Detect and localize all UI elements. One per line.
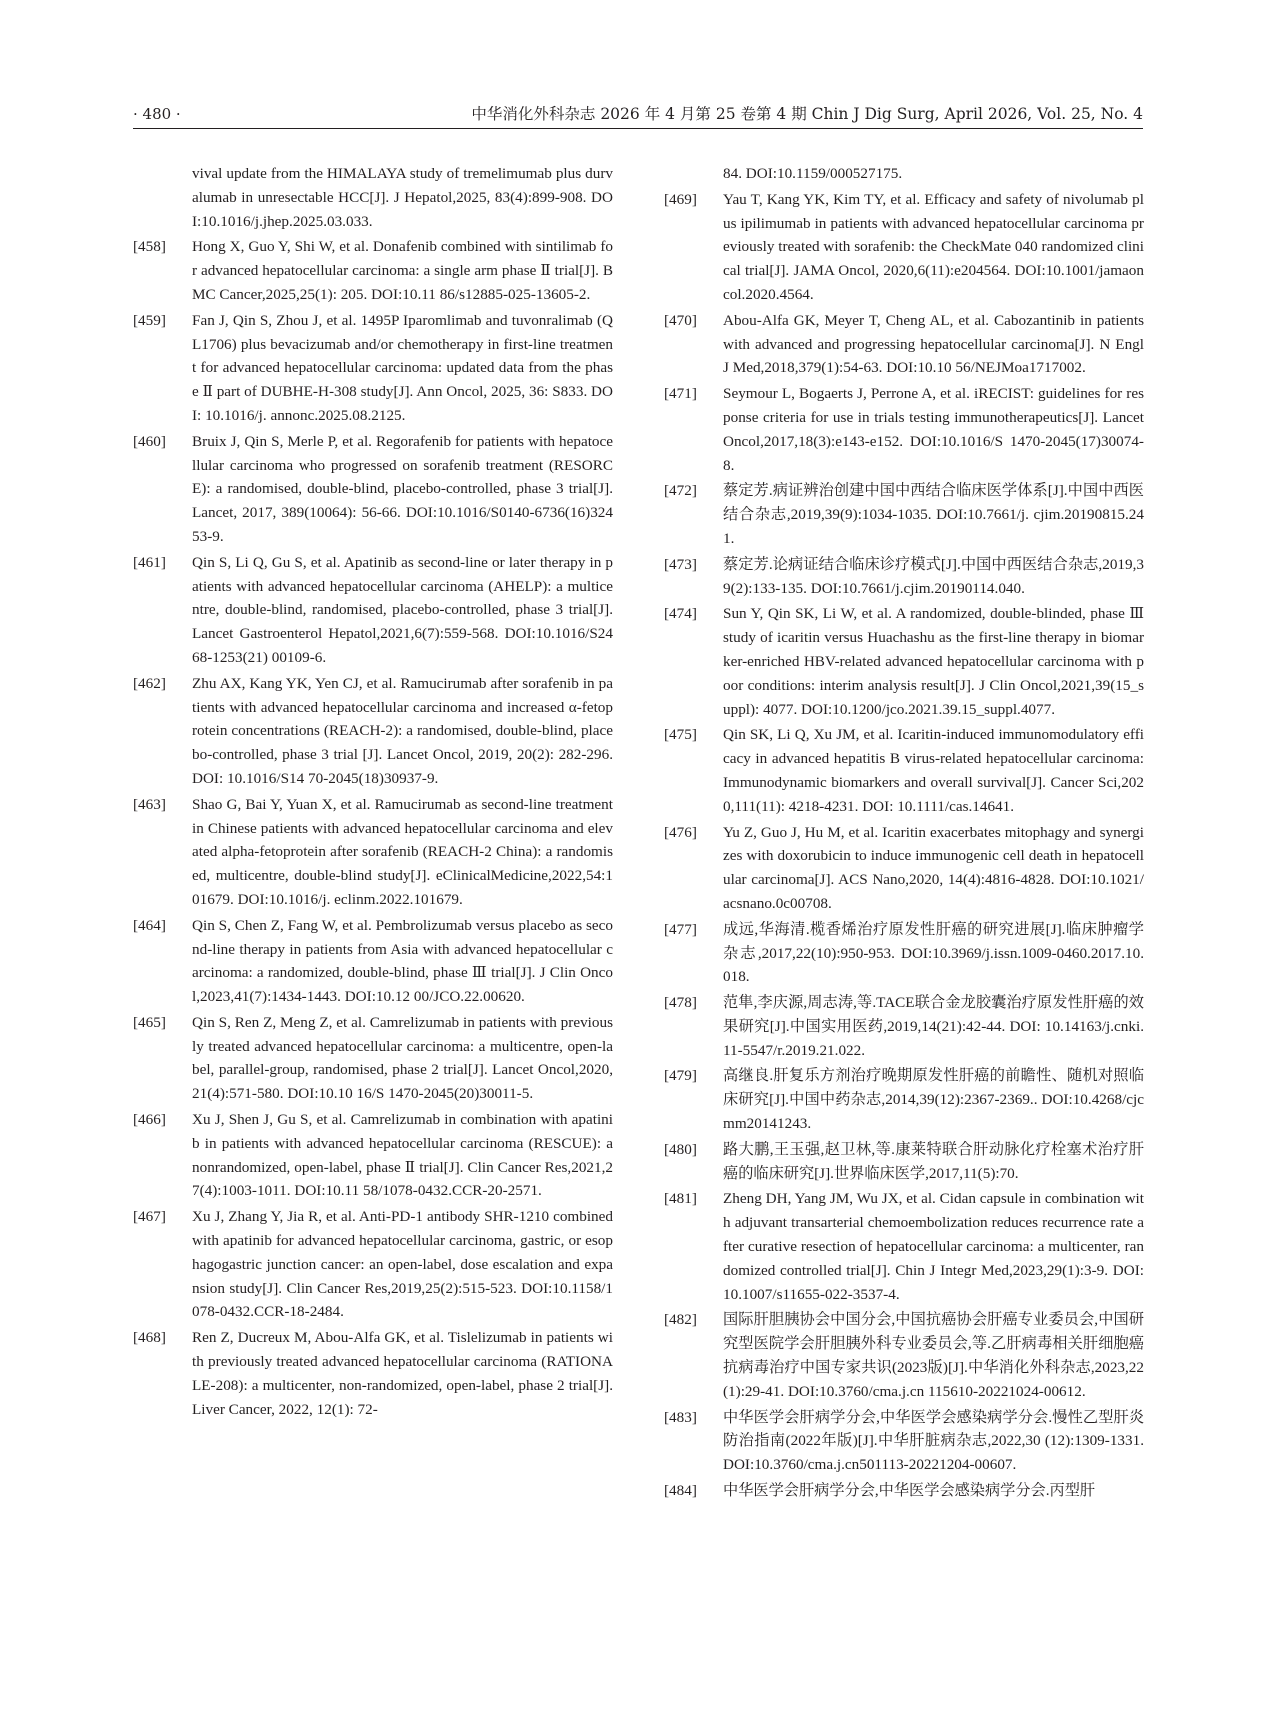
reference-entry [664, 309, 1144, 380]
reference-text: vival update from the HIMALAYA study of tremelimumab plus durvalumab in unresectable HCC[J]. J Hepatol,2025, 83(4):899-908. DOI:10.1016/j.jhep.2025.03.033. [192, 165, 613, 230]
reference-text: Zheng DH, Yang JM, Wu JX, et al. Cidan capsule in combination with adjuvant transarterial chemoembolization reduces recurrence rate after curative resection of hepatocellular carcinoma: a multicenter, randomized controlled trial[J]. Chin J Integr Med,2023,29(1):3-9. DOI:10.1007/s11655-022-3537-4. [723, 1190, 1144, 1303]
reference-text: 路大鹏,王玉强,赵卫林,等.康莱特联合肝动脉化疗栓塞术治疗肝癌的临床研究[J].世界临床医学,2017,11(5):70. [723, 1140, 1144, 1182]
reference-entry [664, 1187, 1144, 1306]
reference-number: [481] [664, 1190, 697, 1208]
reference-number: [468] [133, 1329, 166, 1347]
reference-entry [664, 1138, 1144, 1186]
reference-entry [664, 1479, 1144, 1503]
reference-entry [133, 235, 613, 306]
reference-entry [664, 479, 1144, 550]
reference-number: [476] [664, 823, 697, 841]
reference-text: 中华医学会肝病学分会,中华医学会感染病学分会.慢性乙型肝炎防治指南(2022年版)[J].中华肝脏病杂志,2022,30 (12):1309-1331.DOI:10.3760/cma.j.cn501113-20221204-00607. [723, 1408, 1144, 1474]
reference-text: Hong X, Guo Y, Shi W, et al. Donafenib combined with sintilimab for advanced hepatocellular carcinoma: a single arm phase Ⅱ trial[J]. BMC Cancer,2025,25(1): 205. DOI:10.11 86/s12885-025-13605-2. [192, 238, 613, 303]
reference-number: [467] [133, 1208, 166, 1226]
reference-number: [483] [664, 1408, 697, 1426]
reference-number: [475] [664, 726, 697, 744]
reference-number: [482] [664, 1311, 697, 1329]
reference-text: 成远,华海清.榄香烯治疗原发性肝癌的研究进展[J].临床肿瘤学杂志,2017,22(10):950-953. DOI:10.3969/j.issn.1009-0460.2017.10.018. [723, 920, 1144, 986]
reference-entry [133, 162, 613, 233]
reference-entry [664, 821, 1144, 916]
reference-entry [133, 430, 613, 549]
reference-text: Shao G, Bai Y, Yuan X, et al. Ramucirumab as second-line treatment in Chinese patients with advanced hepatocellular carcinoma and elevated alpha-fetoprotein after sorafenib (REACH-2 China): a randomised, multicentre, double-blind study[J]. eClinicalMedicine,2022,54:101679. DOI:10.1016/j. eclinm.2022.101679. [192, 795, 613, 908]
reference-number: [478] [664, 994, 697, 1012]
reference-number: [471] [664, 385, 697, 403]
reference-text: 中华医学会肝病学分会,中华医学会感染病学分会.丙型肝 [723, 1482, 1096, 1500]
reference-entry [664, 162, 1144, 186]
reference-text: Fan J, Qin S, Zhou J, et al. 1495P Iparomlimab and tuvonralimab (QL1706) plus bevacizumab and/or chemotherapy in first-line treatment for advanced hepatocellular carcinoma: updated data from the phase Ⅱ part of DUBHE-H-308 study[J]. Ann Oncol, 2025, 36: S833. DOI: 10.1016/j. annonc.2025.08.2125. [192, 311, 613, 424]
reference-number: [484] [664, 1482, 697, 1500]
reference-entry [133, 672, 613, 791]
reference-entry [664, 991, 1144, 1062]
reference-entry [664, 1064, 1144, 1135]
reference-text: Sun Y, Qin SK, Li W, et al. A randomized, double-blinded, phase Ⅲ study of icaritin versus Huachashu as the first-line therapy in biomarker-enriched HBV-related advanced hepatocellular carcinoma with poor conditions: interim analysis result[J]. J Clin Oncol,2021,39(15_suppl): 4077. DOI:10.1200/jco.2021.39.15_suppl.4077. [723, 605, 1144, 718]
reference-entry [664, 1406, 1144, 1477]
reference-text: Seymour L, Bogaerts J, Perrone A, et al. iRECIST: guidelines for response criteria for use in trials testing immunotherapeutics[J]. Lancet Oncol,2017,18(3):e143-e152. DOI:10.1016/S 1470-2045(17)30074-8. [723, 385, 1144, 474]
reference-entry [664, 553, 1144, 601]
reference-number: [470] [664, 311, 697, 329]
reference-number: [465] [133, 1013, 166, 1031]
reference-entry [133, 793, 613, 912]
reference-text: Ren Z, Ducreux M, Abou-Alfa GK, et al. Tislelizumab in patients with previously treated advanced hepatocellular carcinoma (RATIONALE-208): a multicenter, non-randomized, open-label, phase 2 trial[J]. Liver Cancer, 2022, 12(1): 72- [192, 1329, 613, 1418]
header-rule [133, 128, 1143, 129]
reference-number: [474] [664, 605, 697, 623]
reference-text: Qin S, Chen Z, Fang W, et al. Pembrolizumab versus placebo as second-line therapy in patients from Asia with advanced hepatocellular carcinoma: a randomized, double-blind, phase Ⅲ trial[J]. J Clin Oncol,2023,41(7):1434-1443. DOI:10.12 00/JCO.22.00620. [192, 916, 613, 1006]
reference-entry [664, 602, 1144, 721]
reference-number: [464] [133, 916, 166, 934]
page-number: · 480 · [133, 105, 181, 123]
reference-text: Yu Z, Guo J, Hu M, et al. Icaritin exacerbates mitophagy and synergizes with doxorubicin to induce immunogenic cell death in hepatocellular carcinoma[J]. ACS Nano,2020, 14(4):4816-4828. DOI:10.1021/acsnano.0c00708. [723, 823, 1144, 912]
reference-number: [462] [133, 674, 166, 692]
reference-entry [133, 914, 613, 1009]
reference-number: [469] [664, 190, 697, 208]
reference-number: [459] [133, 311, 166, 329]
reference-number: [472] [664, 482, 697, 500]
reference-text: Qin S, Li Q, Gu S, et al. Apatinib as second-line or later therapy in patients with advanced hepatocellular carcinoma (AHELP): a multicentre, double-blind, randomised, placebo-controlled, phase 3 trial[J]. Lancet Gastroenterol Hepatol,2021,6(7):559-568. DOI:10.1016/S2468-1253(21) 00109-6. [192, 553, 613, 666]
reference-text: Yau T, Kang YK, Kim TY, et al. Efficacy and safety of nivolumab plus ipilimumab in patients with advanced hepatocellular carcinoma previously treated with sorafenib: the CheckMate 040 randomized clinical trial[J]. JAMA Oncol, 2020,6(11):e204564. DOI:10.1001/jamaoncol.2020.4564. [723, 190, 1144, 303]
reference-text: Zhu AX, Kang YK, Yen CJ, et al. Ramucirumab after sorafenib in patients with advanced hepatocellular carcinoma and increased α-fetoprotein concentrations (REACH-2): a randomised, double-blind, placebo-controlled, phase 3 trial [J]. Lancet Oncol, 2019, 20(2): 282-296. DOI: 10.1016/S14 70-2045(18)30937-9. [192, 674, 613, 787]
reference-text: 蔡定芳.病证辨治创建中国中西结合临床医学体系[J].中国中西医结合杂志,2019,39(9):1034-1035. DOI:10.7661/j. cjim.20190815.241. [723, 482, 1144, 547]
reference-entry [133, 1205, 613, 1324]
journal-citation-line: 中华消化外科杂志 2026 年 4 月第 25 卷第 4 期 Chin J Dig Surg, April 2026, Vol. 25, No. 4 [471, 105, 1143, 123]
reference-text: Abou-Alfa GK, Meyer T, Cheng AL, et al. Cabozantinib in patients with advanced and progressing hepatocellular carcinoma[J]. N Engl J Med,2018,379(1):54-63. DOI:10.10 56/NEJMoa1717002. [723, 311, 1144, 377]
running-head [133, 100, 1143, 128]
reference-text: 蔡定芳.论病证结合临床诊疗模式[J].中国中西医结合杂志,2019,39(2):133-135. DOI:10.7661/j.cjim.20190114.040. [723, 555, 1144, 597]
reference-number: [458] [133, 238, 166, 256]
reference-text: Xu J, Zhang Y, Jia R, et al. Anti-PD-1 antibody SHR-1210 combined with apatinib for advanced hepatocellular carcinoma, gastric, or esophagogastric junction cancer: an open-label, dose escalation and expansion study[J]. Clin Cancer Res,2019,25(2):515-523. DOI:10.1158/1078-0432.CCR-18-2484. [192, 1208, 613, 1321]
reference-number: [480] [664, 1140, 697, 1158]
reference-number: [477] [664, 920, 697, 938]
reference-number: [466] [133, 1111, 166, 1129]
reference-number: [463] [133, 795, 166, 813]
reference-number: [461] [133, 553, 166, 571]
reference-text: 84. DOI:10.1159/000527175. [723, 165, 903, 182]
right-reference-column [664, 162, 1144, 1505]
reference-entry [664, 918, 1144, 989]
reference-text: Xu J, Shen J, Gu S, et al. Camrelizumab in combination with apatinib in patients with advanced hepatocellular carcinoma (RESCUE): a nonrandomized, open-label, phase Ⅱ trial[J]. Clin Cancer Res,2021,27(4):1003-1011. DOI:10.11 58/1078-0432.CCR-20-2571. [192, 1111, 613, 1200]
reference-entry [664, 382, 1144, 477]
reference-number: [479] [664, 1067, 697, 1085]
reference-entry [133, 1326, 613, 1421]
reference-entry [133, 1108, 613, 1203]
reference-entry [133, 309, 613, 428]
reference-entry [664, 723, 1144, 818]
left-reference-column [133, 162, 613, 1423]
reference-number: [460] [133, 432, 166, 450]
reference-text: Qin SK, Li Q, Xu JM, et al. Icaritin-induced immunomodulatory efficacy in advanced hepatitis B virus-related hepatocellular carcinoma: Immunodynamic biomarkers and overall survival[J]. Cancer Sci,2020,111(11): 4218-4231. DOI: 10.1111/cas.14641. [723, 726, 1144, 815]
reference-entry [664, 188, 1144, 307]
reference-entry [133, 551, 613, 670]
reference-entry [664, 1308, 1144, 1403]
reference-number: [473] [664, 555, 697, 573]
reference-text: 高继良.肝复乐方剂治疗晚期原发性肝癌的前瞻性、随机对照临床研究[J].中国中药杂志,2014,39(12):2367-2369.. DOI:10.4268/cjcmm20141243. [723, 1067, 1144, 1133]
reference-text: 范隼,李庆源,周志涛,等.TACE联合金龙胶囊治疗原发性肝癌的效果研究[J].中国实用医药,2019,14(21):42-44. DOI: 10.14163/j.cnki.11-5547/r.2019.21.022. [723, 994, 1144, 1059]
reference-text: Bruix J, Qin S, Merle P, et al. Regorafenib for patients with hepatocellular carcinoma who progressed on sorafenib treatment (RESORCE): a randomised, double-blind, placebo-controlled, phase 3 trial[J]. Lancet, 2017, 389(10064): 56-66. DOI:10.1016/S0140-6736(16)32453-9. [192, 432, 613, 545]
reference-entry [133, 1011, 613, 1106]
reference-text: 国际肝胆胰协会中国分会,中国抗癌协会肝癌专业委员会,中国研究型医院学会肝胆胰外科专业委员会,等.乙肝病毒相关肝细胞癌抗病毒治疗中国专家共识(2023版)[J].中华消化外科杂志,2023,22(1):29-41. DOI:10.3760/cma.j.cn 115610-20221024-00612. [723, 1311, 1144, 1400]
reference-text: Qin S, Ren Z, Meng Z, et al. Camrelizumab in patients with previously treated advanced hepatocellular carcinoma: a multicentre, open-label, parallel-group, randomised, phase 2 trial[J]. Lancet Oncol,2020,21(4):571-580. DOI:10.10 16/S 1470-2045(20)30011-5. [192, 1013, 613, 1103]
